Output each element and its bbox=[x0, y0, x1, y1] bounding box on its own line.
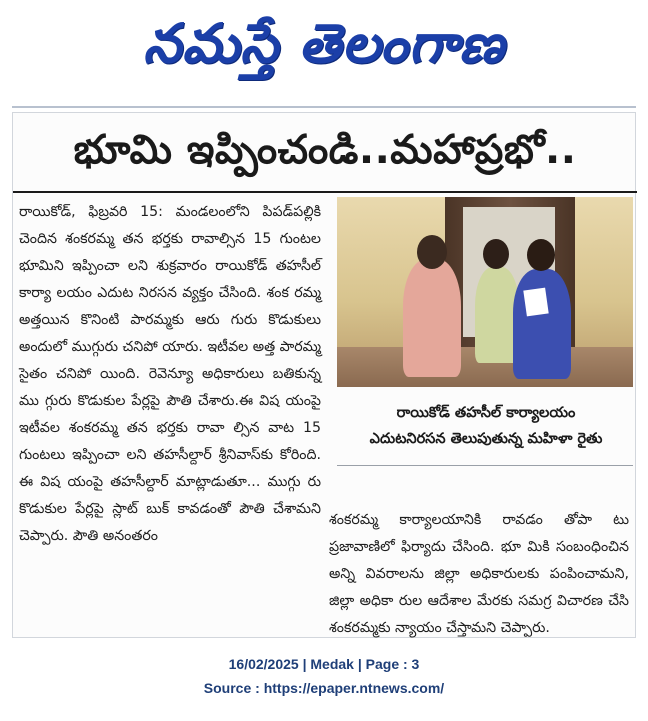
article-right-column bbox=[329, 507, 629, 642]
article-photo bbox=[337, 197, 633, 387]
footer-date-edition: 16/02/2025 | Medak | Page : 3 bbox=[228, 656, 420, 672]
left-column-paragraph: రాయికోడ్, ఫిబ్రవరి 15: మండలంలోని పిపడ్‌పల్లికి చెందిన శంకరమ్మ తన భర్తకు రావాల్సిన 15 గుంటల భూమిని ఇప్పించా లని శుక్రవారం రాయికోడ్ తహసీల్ కార్యా లయం ఎదుట నిరసన వ్యక్తం చేసింది. శంక రమ్మ అత్తయిన కొనింటి పారమ్మకు ఆరు గురు కొడుకులు అందులో ముగ్గురు చనిపో యారు. ఇటీవల అత్త పారమ్మ సైతం చనిపో యింది. రెవెన్యూ అధికారులు బతికున్న ము గ్గురు కొడుకుల పేర్లపై పౌతి చేశారు.ఈ విష యంపై ఇటీవల శంకరమ్మ తన భర్తకు రావా ల్సిన వాట 15 గుంటలు ఇప్పించా లని తహసీల్దార్ శ్రీనివాస్‌కు కోరింది. ఈ విష యంపై తహసీల్దార్ మాట్లాడుతూ... ముగ్గు రు కొడుకుల పేర్లపై స్లాట్ బుక్ కావడంతో పౌతి చేశామని చెప్పారు. పౌతి అనంతరం bbox=[19, 204, 322, 544]
page-footer bbox=[0, 652, 648, 712]
photo-person-man-head bbox=[417, 235, 447, 269]
photo-held-paper bbox=[523, 288, 548, 317]
article-left-column bbox=[19, 199, 321, 550]
headline-divider bbox=[13, 191, 637, 193]
photo-person-woman-2-head bbox=[527, 239, 555, 271]
caption-divider bbox=[337, 465, 633, 466]
article-headline: భూమి ఇప్పించండి..మహాప్రభో.. bbox=[73, 127, 577, 173]
masthead-title: నమస్తే తెలంగాణ bbox=[143, 11, 505, 75]
photo-person-woman-2 bbox=[513, 269, 571, 379]
masthead-divider bbox=[12, 106, 636, 108]
article-clipping bbox=[12, 112, 636, 638]
photo-caption bbox=[343, 395, 629, 457]
masthead bbox=[0, 0, 648, 100]
right-column-paragraph: శంకరమ్మ కార్యాలయానికి రావడం తోపా టు ప్రజావాణిలో ఫిర్యాదు చేసింది. భూ మికి సంబంధించిన అన్ని వివరాలను జిల్లా అధికారులకు పంపించామని, జిల్లా అధికా రుల ఆదేశాల మేరకు సమగ్ర విచారణ చేసి శంకరమ్మకు న్యాయం చేస్తామని చెప్పారు. bbox=[329, 512, 629, 636]
caption-line-2: ఎదుటనిరసన తెలుపుతున్న మహిళా రైతు bbox=[369, 431, 603, 447]
footer-source-link[interactable]: Source : https://epaper.ntnews.com/ bbox=[203, 680, 445, 696]
caption-line-1: రాయికోడ్ తహసీల్ కార్యాలయం bbox=[396, 405, 576, 421]
photo-person-man bbox=[403, 259, 461, 377]
photo-person-woman-1-head bbox=[483, 239, 509, 269]
